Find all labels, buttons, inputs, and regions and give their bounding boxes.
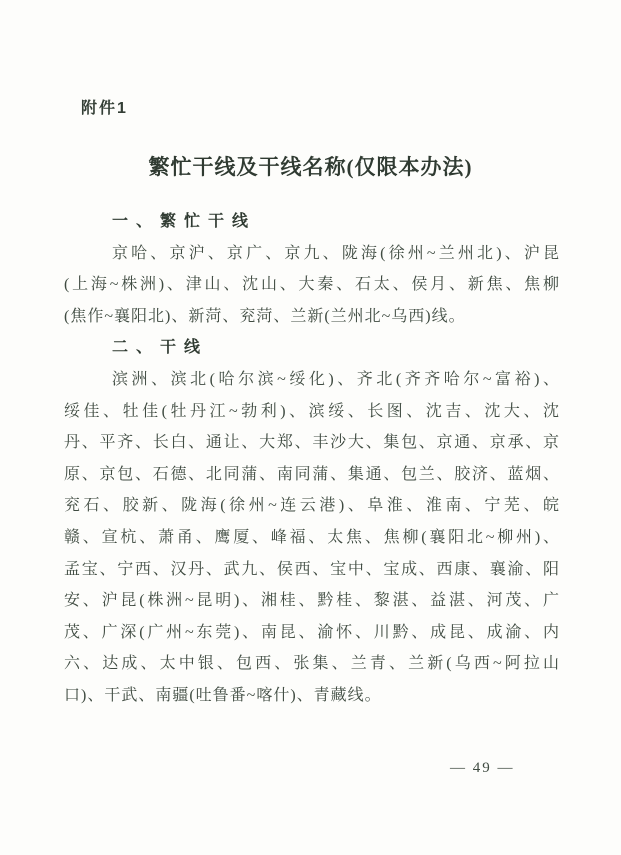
text-line: 口)、干武、南疆(吐鲁番~喀什)、青藏线。 (64, 686, 382, 704)
text-line: (焦作~襄阳北)、新菏、兖菏、兰新(兰州北~乌西)线。 (64, 307, 466, 325)
text-line: 原、京包、石德、北同蒲、南同蒲、集通、包兰、胶济、蓝烟、 (64, 465, 560, 483)
document-title: 繁忙干线及干线名称(仅限本办法) (148, 155, 473, 179)
text-line: 兖石、胶新、陇海(徐州~连云港)、阜淮、淮南、宁芜、皖 (64, 497, 560, 515)
text-line: 六、达成、太中银、包西、张集、兰青、兰新(乌西~阿拉山 (64, 655, 560, 673)
text-line: 京哈、京沪、京广、京九、陇海(徐州~兰州北)、沪昆 (112, 244, 560, 262)
document-body (64, 206, 560, 712)
text-line: 安、沪昆(株洲~昆明)、湘桂、黔桂、黎湛、益湛、河茂、广 (64, 592, 560, 610)
text-line: (上海~株洲)、津山、沈山、大秦、石太、侯月、新焦、焦柳 (64, 276, 560, 294)
page-number: — 49 — (450, 760, 515, 776)
section-1-heading: 一、繁忙干线 (112, 213, 257, 230)
text-line: 丹、平齐、长白、通让、大郑、丰沙大、集包、京通、京承、京 (64, 434, 560, 452)
text-line: 绥佳、牡佳(牡丹江~勃利)、滨绥、长图、沈吉、沈大、沈 (64, 402, 560, 420)
text-line: 孟宝、宁西、汉丹、武九、侯西、宝中、宝成、西康、襄渝、阳 (64, 560, 560, 578)
text-line: 茂、广深(广州~东莞)、南昆、渝怀、川黔、成昆、成渝、内 (64, 623, 560, 641)
text-line: 滨洲、滨北(哈尔滨~绥化)、齐北(齐齐哈尔~富裕)、 (112, 370, 560, 388)
attachment-label: 附件1 (81, 100, 128, 117)
section-2-heading: 二、干线 (112, 339, 209, 357)
text-line: 赣、宣杭、萧甬、鹰厦、峰福、太焦、焦柳(襄阳北~柳州)、 (64, 528, 560, 546)
